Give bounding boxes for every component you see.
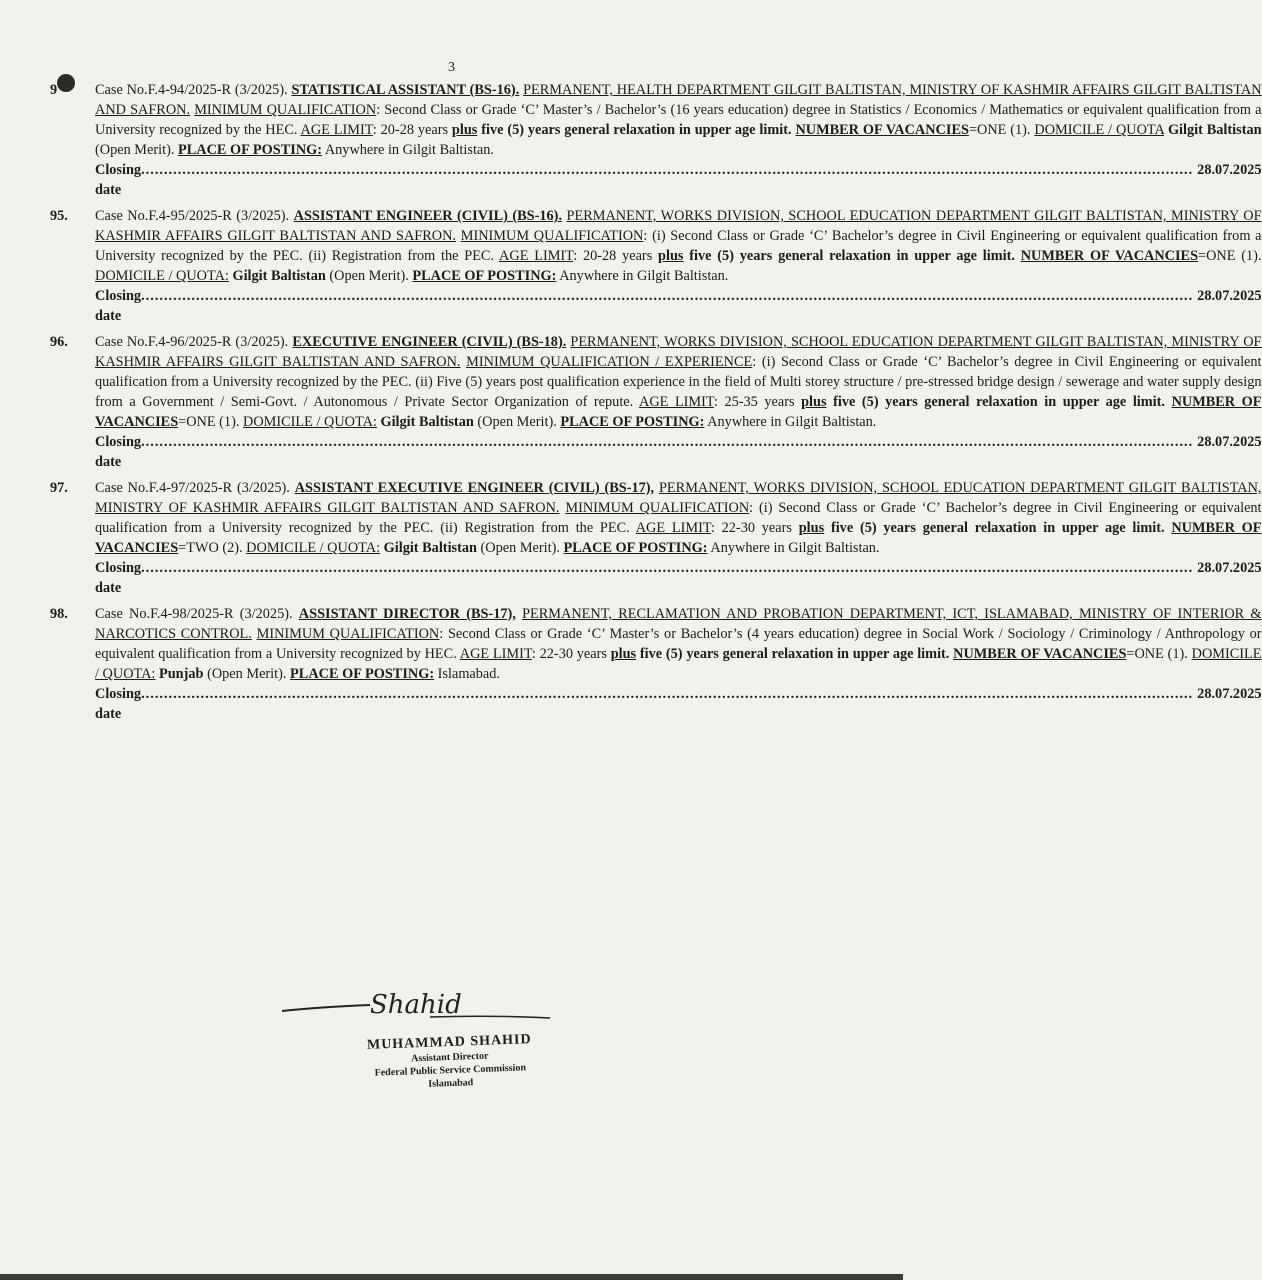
closing-line bbox=[95, 684, 1262, 724]
domicile-label: DOMICILE / QUOTA: bbox=[95, 646, 1262, 682]
scan-edge bbox=[0, 1274, 903, 1280]
post-title: ASSISTANT DIRECTOR (BS-17), bbox=[298, 606, 516, 622]
closing-line bbox=[95, 286, 1262, 326]
case-number: Case No.F.4-98/2025-R (3/2025). bbox=[95, 606, 293, 622]
posting-text: Anywhere in Gilgit Baltistan. bbox=[559, 268, 729, 284]
domicile-value: Punjab bbox=[158, 666, 204, 682]
leader-dots bbox=[141, 286, 1193, 306]
vacancies-text: =ONE (1). bbox=[178, 414, 240, 430]
domicile-label: DOMICILE / QUOTA: bbox=[246, 540, 381, 556]
posting-label: PLACE OF POSTING: bbox=[563, 540, 708, 556]
case-number: Case No.F.4-96/2025-R (3/2025). bbox=[95, 334, 289, 350]
age-limit-text: : 25-35 years bbox=[713, 394, 795, 410]
domicile-value: Gilgit Baltistan bbox=[232, 268, 326, 284]
case-number: Case No.F.4-94/2025-R (3/2025). bbox=[95, 82, 288, 98]
job-entry bbox=[50, 206, 1262, 326]
post-title: ASSISTANT ENGINEER (CIVIL) (BS-16). bbox=[293, 208, 563, 224]
relaxation-text: five (5) years general relaxation in upper age limit. bbox=[689, 248, 1015, 264]
qualification-label: MINIMUM QUALIFICATION bbox=[565, 500, 750, 516]
plus-word: plus bbox=[658, 248, 684, 264]
posting-text: Anywhere in Gilgit Baltistan. bbox=[324, 142, 494, 158]
entry-body bbox=[95, 478, 1262, 598]
qualification-label: MINIMUM QUALIFICATION / EXPERIENCE bbox=[466, 354, 753, 370]
domicile-label: DOMICILE / QUOTA: bbox=[95, 268, 229, 284]
relaxation-text: five (5) years general relaxation in upper age limit. bbox=[833, 394, 1165, 410]
qualification-label: MINIMUM QUALIFICATION bbox=[460, 228, 644, 244]
signature-block bbox=[329, 1031, 571, 1094]
relaxation-text: five (5) years general relaxation in upper age limit. bbox=[830, 520, 1165, 536]
job-entry bbox=[50, 80, 1262, 200]
qualification-label: MINIMUM QUALIFICATION bbox=[256, 626, 440, 642]
qualification-text: : (i) Second Class or Grade ‘C’ Bachelor’s degree in Civil Engineering or equivalent qualification from a University recognized by the PEC. (ii) Five (5) years post qualification experience in the field of Multi storey structure / pre-stressed bridge design / sewerage and water supply design from a Government / Semi-Govt. / Autonomous / Private Sector Organization of repute. bbox=[95, 354, 1262, 410]
case-number: Case No.F.4-97/2025-R (3/2025). bbox=[95, 480, 290, 496]
age-limit-text: : 20-28 years bbox=[573, 248, 653, 264]
posting-text: Anywhere in Gilgit Baltistan. bbox=[710, 540, 880, 556]
qualification-label: MINIMUM QUALIFICATION bbox=[194, 102, 377, 118]
vacancies-label: NUMBER OF VACANCIES bbox=[953, 646, 1127, 662]
vacancies-label: NUMBER OF VACANCIES bbox=[1020, 248, 1199, 264]
age-limit-label: AGE LIMIT bbox=[639, 394, 714, 410]
department: PERMANENT, HEALTH DEPARTMENT GILGIT BALTISTAN, MINISTRY OF KASHMIR AFFAIRS GILGIT BALTISTAN AND SAFRON. bbox=[95, 82, 1262, 118]
closing-date: 28.07.2025 bbox=[1197, 288, 1262, 304]
domicile-text: (Open Merit). bbox=[477, 414, 557, 430]
posting-text: Anywhere in Gilgit Baltistan. bbox=[707, 414, 877, 430]
post-title: ASSISTANT EXECUTIVE ENGINEER (CIVIL) (BS-17), bbox=[294, 480, 655, 496]
leader-dots bbox=[141, 432, 1193, 452]
job-entry bbox=[50, 604, 1262, 724]
posting-label: PLACE OF POSTING: bbox=[177, 142, 323, 158]
domicile-text: (Open Merit). bbox=[480, 540, 560, 556]
leader-dots bbox=[141, 684, 1193, 704]
entry-number: 95. bbox=[50, 208, 68, 224]
domicile-value: Gilgit Baltistan bbox=[380, 414, 474, 430]
age-limit-label: AGE LIMIT bbox=[459, 646, 532, 662]
entry-body bbox=[95, 206, 1262, 326]
entry-body bbox=[95, 80, 1262, 200]
department: PERMANENT, WORKS DIVISION, SCHOOL EDUCATION DEPARTMENT GILGIT BALTISTAN, MINISTRY OF KASHMIR AFFAIRS GILGIT BALTISTAN AND SAFRON. bbox=[95, 480, 1262, 516]
closing-label: Closing date bbox=[95, 162, 142, 198]
closing-label: Closing date bbox=[95, 288, 142, 324]
posting-label: PLACE OF POSTING: bbox=[412, 268, 557, 284]
vacancies-text: =ONE (1). bbox=[1126, 646, 1188, 662]
posting-label: PLACE OF POSTING: bbox=[560, 414, 705, 430]
vacancies-text: =TWO (2). bbox=[178, 540, 243, 556]
closing-label: Closing date bbox=[95, 686, 142, 722]
department: PERMANENT, RECLAMATION AND PROBATION DEPARTMENT, ICT, ISLAMABAD, MINISTRY OF INTERIOR & NARCOTICS CONTROL. bbox=[95, 606, 1262, 642]
age-limit-text: : 22-30 years bbox=[531, 646, 607, 662]
relaxation-text: five (5) years general relaxation in upper age limit. bbox=[481, 122, 792, 138]
svg-text:Shahid: Shahid bbox=[370, 990, 462, 1020]
age-limit-label: AGE LIMIT bbox=[300, 122, 373, 138]
vacancies-text: =ONE (1). bbox=[968, 122, 1031, 138]
domicile-text: (Open Merit). bbox=[95, 142, 175, 158]
posting-text: Islamabad. bbox=[437, 666, 500, 682]
department: PERMANENT, WORKS DIVISION, SCHOOL EDUCATION DEPARTMENT GILGIT BALTISTAN, MINISTRY OF KASHMIR AFFAIRS GILGIT BALTISTAN AND SAFRON. bbox=[95, 208, 1262, 244]
post-title: EXECUTIVE ENGINEER (CIVIL) (BS-18). bbox=[292, 334, 567, 350]
vacancies-text: =ONE (1). bbox=[1198, 248, 1262, 264]
qualification-text: : Second Class or Grade ‘C’ Master’s / Bachelor’s (16 years education) degree in Statistics / Economics / Mathematics or equivalent qualification from a University recognized by the HEC. bbox=[95, 102, 1262, 138]
domicile-value: Gilgit Baltistan bbox=[1167, 122, 1262, 138]
closing-line bbox=[95, 432, 1262, 472]
plus-word: plus bbox=[451, 122, 478, 138]
age-limit-text: : 22-30 years bbox=[710, 520, 792, 536]
closing-label: Closing date bbox=[95, 434, 142, 470]
closing-date: 28.07.2025 bbox=[1197, 434, 1262, 450]
leader-dots bbox=[141, 160, 1193, 180]
signatory-city: Islamabad bbox=[428, 1077, 474, 1090]
department: PERMANENT, WORKS DIVISION, SCHOOL EDUCATION DEPARTMENT GILGIT BALTISTAN, MINISTRY OF KASHMIR AFFAIRS GILGIT BALTISTAN AND SAFRON. bbox=[95, 334, 1262, 370]
qualification-text: : (i) Second Class or Grade ‘C’ Bachelor’s degree in Civil Engineering or equivalent qualification from a University recognized by the PEC. (ii) Registration from the PEC. bbox=[95, 228, 1262, 264]
domicile-label: DOMICILE / QUOTA: bbox=[243, 414, 377, 430]
entry-body bbox=[95, 332, 1262, 472]
vacancies-label: NUMBER OF VACANCIES bbox=[795, 122, 969, 138]
handwritten-signature bbox=[280, 985, 580, 1035]
qualification-text: : Second Class or Grade ‘C’ Master’s or Bachelor’s (4 years education) degree in Social Work / Sociology / Criminology / Anthropology or equivalent qualification from a University recognized by HEC. bbox=[95, 626, 1262, 662]
signatory-name: MUHAMMAD SHAHID bbox=[366, 1032, 532, 1053]
domicile-text: (Open Merit). bbox=[207, 666, 287, 682]
signatory-office: Federal Public Service Commission bbox=[374, 1062, 527, 1079]
page-number: 3 bbox=[448, 60, 455, 75]
qualification-text: : (i) Second Class or Grade ‘C’ Bachelor’s degree in Civil Engineering or equivalent qualification from a University recognized by the PEC. (ii) Registration from the PEC. bbox=[95, 500, 1262, 536]
job-entry bbox=[50, 332, 1262, 472]
closing-line bbox=[95, 558, 1262, 598]
entry-number: 98. bbox=[50, 606, 68, 622]
age-limit-label: AGE LIMIT bbox=[635, 520, 711, 536]
closing-label: Closing date bbox=[95, 560, 142, 596]
relaxation-text: five (5) years general relaxation in upper age limit. bbox=[639, 646, 950, 662]
plus-word: plus bbox=[801, 394, 827, 410]
closing-date: 28.07.2025 bbox=[1197, 560, 1262, 576]
entry-number: 9 bbox=[50, 82, 58, 98]
vacancies-label: NUMBER OF VACANCIES bbox=[95, 394, 1262, 430]
closing-line bbox=[95, 160, 1262, 200]
closing-date: 28.07.2025 bbox=[1197, 686, 1262, 702]
posting-label: PLACE OF POSTING: bbox=[290, 666, 435, 682]
vacancies-label: NUMBER OF VACANCIES bbox=[95, 520, 1262, 556]
case-number: Case No.F.4-95/2025-R (3/2025). bbox=[95, 208, 290, 224]
signatory-designation: Assistant Director bbox=[411, 1050, 489, 1065]
closing-date: 28.07.2025 bbox=[1197, 162, 1262, 178]
entry-number: 96. bbox=[50, 334, 68, 350]
post-title: STATISTICAL ASSISTANT (BS-16). bbox=[291, 82, 520, 98]
entry-number: 97. bbox=[50, 480, 68, 496]
age-limit-label: AGE LIMIT bbox=[499, 248, 574, 264]
job-entries bbox=[50, 80, 1262, 730]
leader-dots bbox=[141, 558, 1193, 578]
domicile-value: Gilgit Baltistan bbox=[383, 540, 477, 556]
job-entry bbox=[50, 478, 1262, 598]
domicile-text: (Open Merit). bbox=[329, 268, 409, 284]
age-limit-text: : 20-28 years bbox=[372, 122, 449, 138]
plus-word: plus bbox=[610, 646, 637, 662]
domicile-label: DOMICILE / QUOTA bbox=[1034, 122, 1165, 138]
entry-body bbox=[95, 604, 1262, 724]
plus-word: plus bbox=[798, 520, 825, 536]
